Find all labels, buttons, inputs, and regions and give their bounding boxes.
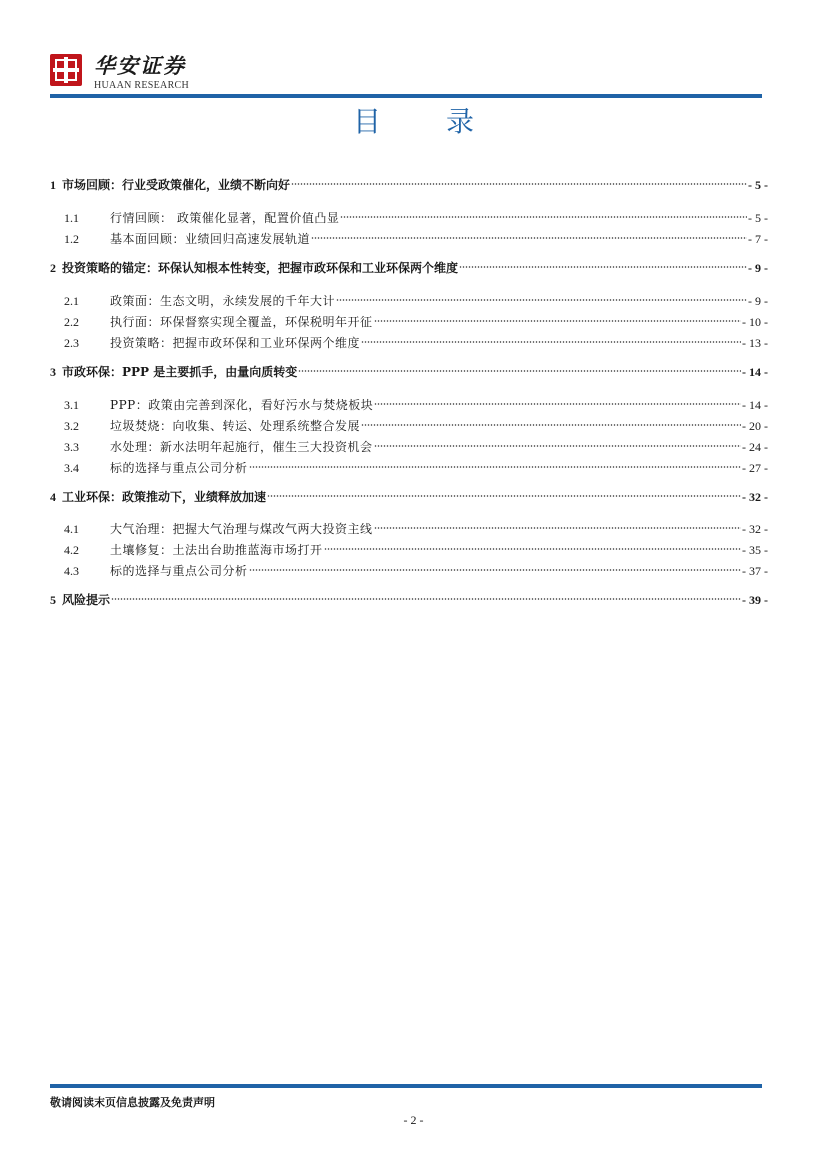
- toc-leader-dots: [361, 340, 741, 344]
- toc-section[interactable]: [50, 176, 768, 194]
- toc-page-number: - 32 -: [742, 522, 768, 536]
- toc-leader-dots: [249, 465, 741, 469]
- toc-number: 1.2: [64, 232, 79, 246]
- huaan-logo-icon: [50, 54, 82, 86]
- toc-leader-dots: [291, 182, 747, 186]
- toc-leader-dots: [374, 526, 741, 530]
- toc-page-number: - 13 -: [742, 336, 768, 350]
- toc-label: 市政环保：PPP 是主要抓手，由量向质转变: [62, 365, 298, 379]
- toc-number: 3.1: [64, 398, 79, 412]
- toc-leader-dots: [298, 369, 741, 373]
- toc-label: 风险提示: [62, 593, 111, 607]
- toc-leader-dots: [361, 423, 741, 427]
- header-divider: [50, 94, 762, 98]
- toc-label: 标的选择与重点公司分析: [110, 564, 248, 578]
- toc-number: 4.1: [64, 522, 79, 536]
- footer-divider: [50, 1084, 762, 1088]
- toc-subsection[interactable]: [50, 209, 768, 227]
- toc-subsection[interactable]: [50, 417, 768, 435]
- toc-leader-dots: [340, 215, 747, 219]
- toc-leader-dots: [249, 568, 741, 572]
- page-number: - 2 -: [403, 1113, 424, 1127]
- brand-name-cn: 华安证券: [94, 53, 186, 78]
- toc-subsection[interactable]: [50, 438, 768, 456]
- toc-page-number: - 24 -: [742, 440, 768, 454]
- toc-leader-dots: [374, 319, 741, 323]
- toc-number: 2.1: [64, 294, 79, 308]
- toc-leader-dots: [336, 298, 747, 302]
- toc-leader-dots: [374, 402, 741, 406]
- toc-label: 执行面：环保督察实现全覆盖，环保税明年开征: [110, 315, 373, 329]
- toc-number: 2: [50, 261, 56, 275]
- toc-page-number: - 14 -: [742, 365, 768, 379]
- toc-subsection[interactable]: [50, 230, 768, 248]
- toc-page-number: - 37 -: [742, 564, 768, 578]
- page-header: [50, 50, 762, 100]
- toc-label: 水处理：新水法明年起施行，催生三大投资机会: [110, 440, 373, 454]
- toc-label: 标的选择与重点公司分析: [110, 461, 248, 475]
- toc-page-number: - 9 -: [748, 294, 768, 308]
- toc-subsection[interactable]: [50, 520, 768, 538]
- toc-label: 市场回顾：行业受政策催化，业绩不断向好: [62, 178, 291, 192]
- toc-subsection[interactable]: [50, 562, 768, 580]
- toc-subsection[interactable]: [50, 541, 768, 559]
- toc-number: 4.3: [64, 564, 79, 578]
- toc-number: 1: [50, 178, 56, 192]
- toc-subsection[interactable]: [50, 459, 768, 477]
- toc-number: 1.1: [64, 211, 79, 225]
- brand-name-en: HUAAN RESEARCH: [94, 80, 190, 91]
- toc-page-number: - 10 -: [742, 315, 768, 329]
- toc-page-number: - 32 -: [742, 490, 768, 504]
- toc-label: 基本面回顾：业绩回归高速发展轨道: [110, 232, 311, 246]
- toc-leader-dots: [324, 547, 741, 551]
- toc-leader-dots: [459, 265, 747, 269]
- toc-section[interactable]: [50, 488, 768, 506]
- toc-number: 3.4: [64, 461, 79, 475]
- toc-number: 4: [50, 490, 56, 504]
- toc-page-number: - 27 -: [742, 461, 768, 475]
- toc-number: 3.2: [64, 419, 79, 433]
- toc-leader-dots: [267, 494, 741, 498]
- toc-subsection[interactable]: [50, 292, 768, 310]
- toc-section[interactable]: [50, 591, 768, 609]
- toc-number: 2.2: [64, 315, 79, 329]
- toc-label: 土壤修复：土法出台助推蓝海市场打开: [110, 543, 323, 557]
- toc-leader-dots: [374, 444, 741, 448]
- toc-label: 政策面：生态文明，永续发展的千年大计: [110, 294, 336, 308]
- toc-label: 投资策略的锚定：环保认知根本性转变，把握市政环保和工业环保两个维度: [62, 261, 459, 275]
- toc-label: 大气治理：把握大气治理与煤改气两大投资主线: [110, 522, 373, 536]
- toc-page-number: - 14 -: [742, 398, 768, 412]
- toc-section[interactable]: [50, 259, 768, 277]
- toc-section[interactable]: [50, 363, 768, 381]
- toc-subsection[interactable]: [50, 334, 768, 352]
- toc-page-number: - 5 -: [748, 178, 768, 192]
- toc-number: 4.2: [64, 543, 79, 557]
- toc-page-number: - 7 -: [748, 232, 768, 246]
- toc-number: 3.3: [64, 440, 79, 454]
- page-title: 目 录: [353, 105, 502, 138]
- toc-subsection[interactable]: [50, 313, 768, 331]
- toc-leader-dots: [311, 236, 747, 240]
- toc-number: 5: [50, 593, 56, 607]
- toc-number: 2.3: [64, 336, 79, 350]
- toc-page-number: - 39 -: [742, 593, 768, 607]
- toc-label: 工业环保：政策推动下，业绩释放加速: [62, 490, 267, 504]
- toc-page-number: - 5 -: [748, 211, 768, 225]
- toc-subsection[interactable]: [50, 396, 768, 414]
- toc-page-number: - 35 -: [742, 543, 768, 557]
- toc-page-number: - 9 -: [748, 261, 768, 275]
- toc-label: 投资策略：把握市政环保和工业环保两个维度: [110, 336, 361, 350]
- toc-leader-dots: [111, 597, 741, 601]
- toc-label: PPP：政策由完善到深化，看好污水与焚烧板块: [110, 398, 374, 412]
- toc-label: 垃圾焚烧：向收集、转运、处理系统整合发展: [110, 419, 361, 433]
- toc-number: 3: [50, 365, 56, 379]
- toc-label: 行情回顾： 政策催化显著，配置价值凸显: [110, 211, 340, 225]
- toc-page-number: - 20 -: [742, 419, 768, 433]
- disclaimer-note: 敬请阅读末页信息披露及免责声明: [50, 1096, 215, 1109]
